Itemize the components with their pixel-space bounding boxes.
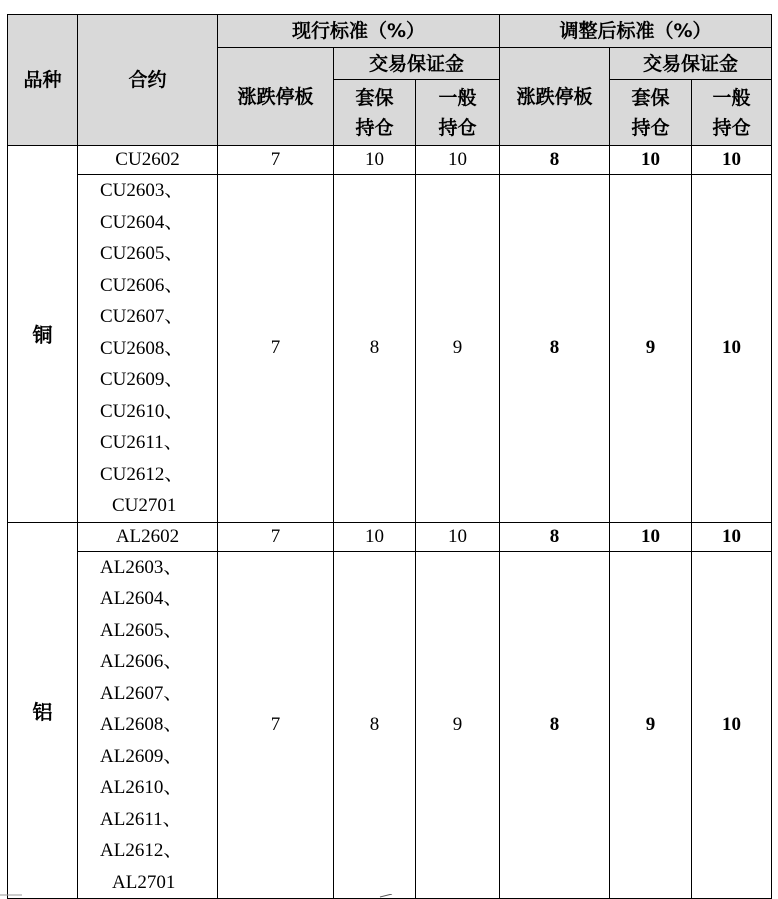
value-cell: 8: [500, 175, 610, 523]
value-cell: 10: [692, 146, 772, 175]
value-cell: 10: [692, 551, 772, 899]
header-adjusted-general: 一般 持仓: [692, 80, 772, 146]
value-cell: 8: [500, 551, 610, 899]
margin-adjustment-table: [7, 14, 772, 899]
header-current-limit: 涨跌停板: [218, 48, 334, 146]
value-cell: 7: [218, 522, 334, 551]
value-cell: 9: [610, 175, 692, 523]
variety-cell: 铜: [8, 146, 78, 523]
table-row: [8, 146, 772, 175]
header-adjusted-standard: 调整后标准（%）: [500, 15, 772, 48]
value-cell: 10: [334, 146, 416, 175]
value-cell: 9: [610, 551, 692, 899]
value-cell: 7: [218, 551, 334, 899]
value-cell: 9: [416, 175, 500, 523]
header-current-standard: 现行标准（%）: [218, 15, 500, 48]
value-cell: 10: [416, 522, 500, 551]
contract-cell: CU2602: [78, 146, 218, 175]
table-row: [8, 175, 772, 523]
contract-cell: AL2602: [78, 522, 218, 551]
value-cell: 8: [500, 146, 610, 175]
value-cell: 8: [500, 522, 610, 551]
header-contract: 合约: [78, 15, 218, 146]
variety-cell: 铝: [8, 522, 78, 899]
value-cell: 8: [334, 551, 416, 899]
value-cell: 8: [334, 175, 416, 523]
value-cell: 9: [416, 551, 500, 899]
table-row: [8, 522, 772, 551]
value-cell: 7: [218, 175, 334, 523]
value-cell: 10: [610, 146, 692, 175]
value-cell: 7: [218, 146, 334, 175]
header-adjusted-limit: 涨跌停板: [500, 48, 610, 146]
contract-list-cell: CU2603、 CU2604、 CU2605、 CU2606、 CU2607、 CU2608、 CU2609、 CU2610、 CU2611、 CU2612、 CU2701: [78, 175, 218, 523]
value-cell: 10: [610, 522, 692, 551]
table-row: [8, 551, 772, 899]
header-variety: 品种: [8, 15, 78, 146]
value-cell: 10: [334, 522, 416, 551]
value-cell: 10: [416, 146, 500, 175]
header-current-margin: 交易保证金: [334, 48, 500, 80]
bottom-edge-marks: [0, 894, 778, 899]
value-cell: 10: [692, 522, 772, 551]
header-current-hedge: 套保 持仓: [334, 80, 416, 146]
contract-list-cell: AL2603、 AL2604、 AL2605、 AL2606、 AL2607、 AL2608、 AL2609、 AL2610、 AL2611、 AL2612、 AL2701: [78, 551, 218, 899]
header-current-general: 一般 持仓: [416, 80, 500, 146]
header-adjusted-hedge: 套保 持仓: [610, 80, 692, 146]
header-adjusted-margin: 交易保证金: [610, 48, 772, 80]
value-cell: 10: [692, 175, 772, 523]
